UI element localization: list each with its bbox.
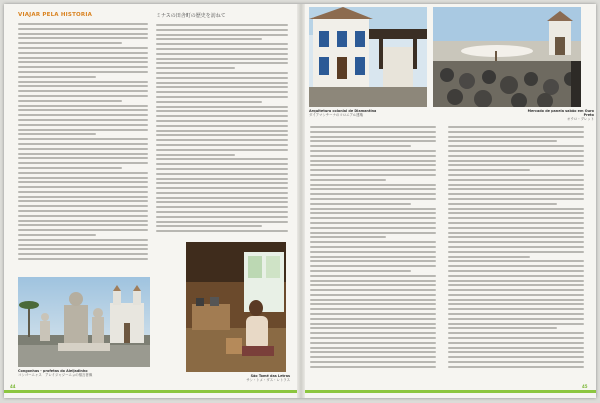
right-page-portuguese-column <box>310 126 436 384</box>
kitchen-photo-caption <box>200 374 290 382</box>
prophets-caption-jp: コンゴーニャス アレイジャジーニョの預言者像 <box>18 373 93 377</box>
pottery-photo-caption <box>524 109 594 121</box>
left-page-number: 44 <box>10 384 16 389</box>
prophets-caption-pt: Congonhas - profetas do Aleijadinho <box>18 369 88 373</box>
left-page-japanese-heading: ミナスの田舎町の歴史を訪ねて <box>156 13 226 19</box>
left-page-portuguese-column <box>18 12 148 274</box>
right-page-footer-bar <box>305 390 596 393</box>
sao-tome-kitchen-photo <box>186 242 286 372</box>
right-page-japanese-column <box>448 126 584 384</box>
kitchen-caption-jp: サン・トメ・ダス・レトラス <box>246 378 290 382</box>
church-caption-jp: ダイアマンチーナのコロニアル建築 <box>309 113 363 117</box>
church-photo-caption <box>309 109 429 117</box>
kitchen-caption-pt: São Tomé das Letras <box>250 374 290 378</box>
right-page-number: 45 <box>582 384 588 389</box>
ouro-preto-pottery-market-photo <box>433 7 581 107</box>
left-page-japanese-column <box>156 12 288 238</box>
prophets-statue-photo <box>18 277 150 367</box>
left-page-heading: VIAJAR PELA HISTÓRIA <box>18 12 93 18</box>
page-gutter <box>297 4 305 398</box>
church-caption-pt: Arquitetura colonial de Diamantina <box>309 109 377 113</box>
magazine-spread <box>4 4 596 398</box>
pottery-caption-jp: オウロ・プレット <box>567 117 594 121</box>
pottery-caption-pt: Mercado de panela sabão em Ouro Preto <box>527 109 594 117</box>
diamantina-architecture-photo <box>309 7 427 107</box>
prophets-photo-caption <box>18 369 158 377</box>
left-page-footer-bar <box>4 390 297 393</box>
